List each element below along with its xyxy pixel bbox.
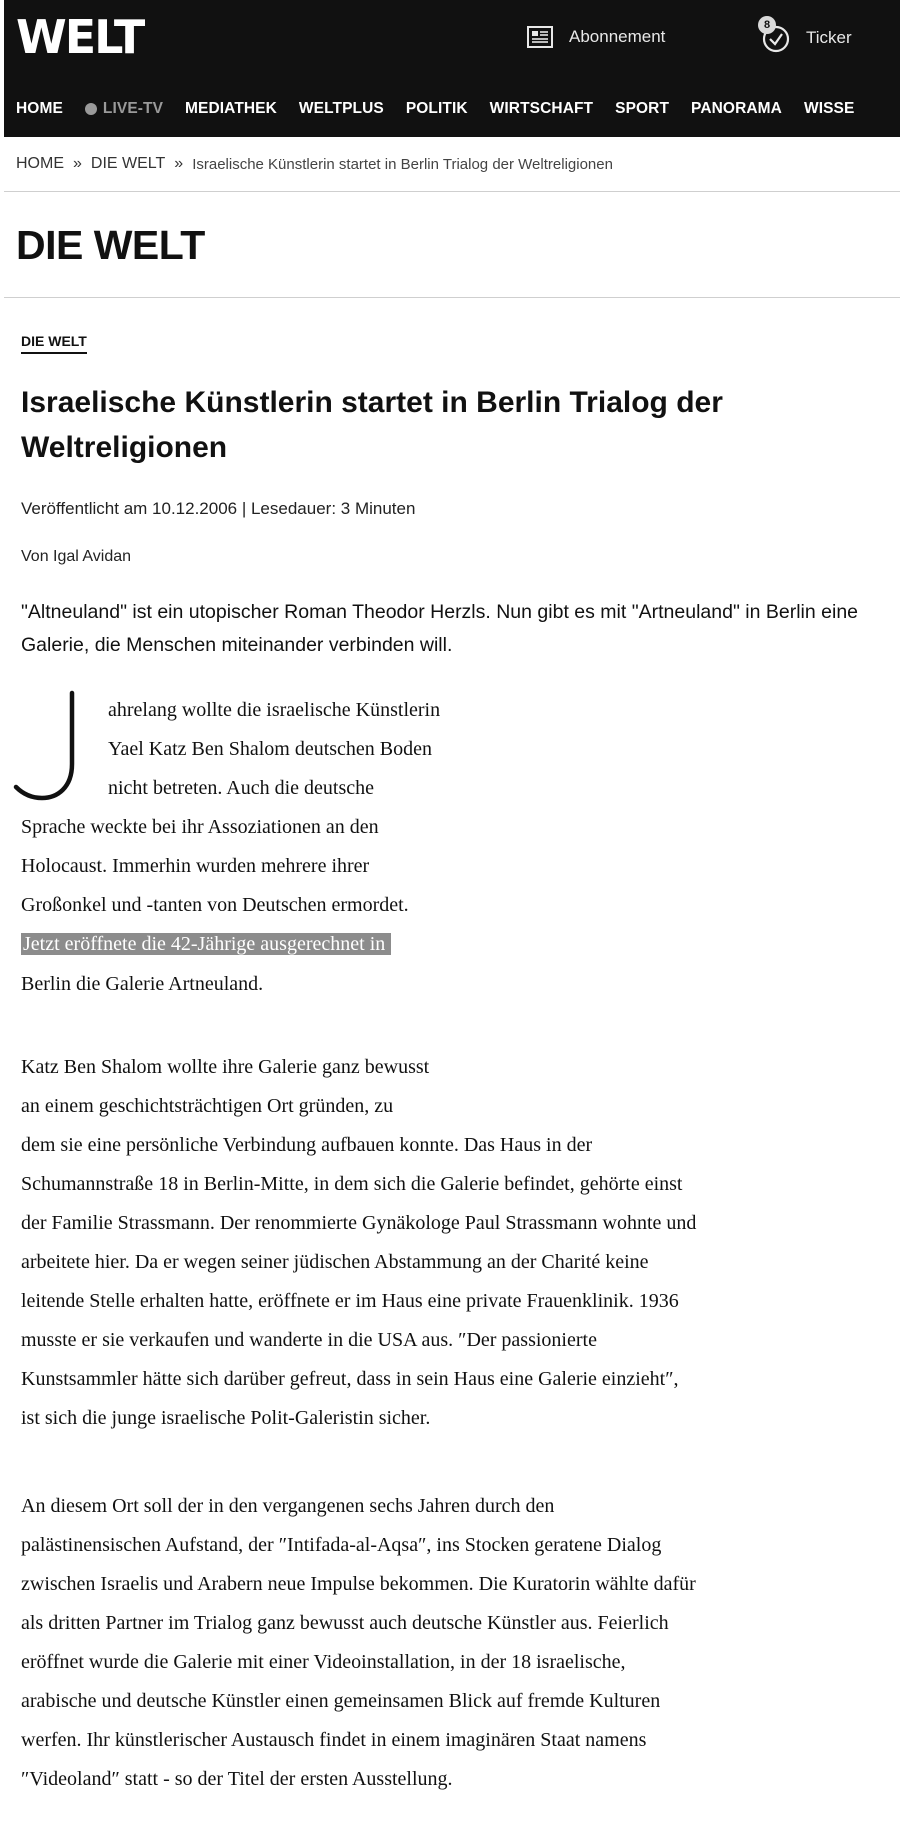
- paragraph-line: palästinensischen Aufstand, der ″Intifada-al-Aqsa″, ins Stocken geratene Dialog: [21, 1534, 662, 1556]
- paragraph-line: An diesem Ort soll der in den vergangenen sechs Jahren durch den: [21, 1495, 555, 1517]
- paragraph-line: nicht betreten. Auch die deutsche: [108, 777, 375, 799]
- paragraph-line: leitende Stelle erhalten hatte, eröffnete er im Haus eine private Frauenklinik. 1936: [21, 1290, 679, 1312]
- breadcrumb-die-welt[interactable]: DIE WELT: [90, 155, 166, 172]
- paragraph-line: Yael Katz Ben Shalom deutschen Boden: [108, 738, 433, 760]
- article-meta: Veröffentlicht am 10.12.2006 | Lesedauer: 3 Minuten: [21, 499, 416, 518]
- drop-cap-letter: [8, 690, 80, 802]
- nav-item-panorama[interactable]: PANORAMA: [691, 99, 782, 117]
- nav-item-weltplus[interactable]: WELTPLUS: [298, 99, 384, 117]
- nav-item-mediathek[interactable]: MEDIATHEK: [185, 99, 277, 117]
- nav-item-wissen[interactable]: WISSE: [803, 99, 855, 117]
- paragraph-line: dem sie eine persönliche Verbindung aufbauen konnte. Das Haus in der: [21, 1134, 593, 1156]
- breadcrumb-home[interactable]: HOME: [16, 155, 64, 172]
- highlighted-line: [21, 930, 391, 958]
- paragraph-line: ″Videoland″ statt - so der Titel der ersten Ausstellung.: [21, 1768, 453, 1790]
- paragraph-line: Schumannstraße 18 in Berlin-Mitte, in dem sich die Galerie befindet, gehörte einst: [21, 1173, 683, 1195]
- paragraph-line: Großonkel und -tanten von Deutschen ermordet.: [21, 894, 409, 916]
- nav-item-live-tv[interactable]: [85, 100, 163, 118]
- paragraph-line: werfen. Ihr künstlerischer Austausch findet in einem imaginären Staat namens: [21, 1729, 647, 1751]
- welt-logo[interactable]: WELT: [16, 10, 144, 64]
- ticker-link[interactable]: [760, 19, 852, 54]
- paragraph-line: zwischen Israelis und Arabern neue Impulse bekommen. Die Kuratorin wählte dafür: [21, 1573, 696, 1595]
- nav-item-live-tv-label: LIVE-TV: [102, 99, 164, 117]
- paragraph-line: Katz Ben Shalom wollte ihre Galerie ganz bewusst: [21, 1056, 430, 1078]
- text-selection-highlight[interactable]: Jetzt eröffnete die 42-Jährige ausgerechnet in: [21, 933, 391, 955]
- nav-item-home[interactable]: HOME: [16, 99, 63, 117]
- main-navigation: [4, 80, 900, 137]
- paragraph-line: Kunstsammler hätte sich darüber gefreut, dass in sein Haus eine Galerie einzieht″,: [21, 1368, 679, 1390]
- breadcrumb-separator: »: [174, 155, 184, 172]
- subscription-link[interactable]: [527, 26, 665, 48]
- clock-check-icon: [760, 19, 792, 54]
- paragraph-line: eröffnet wurde die Galerie mit einer Videoinstallation, in der 18 israelische,: [21, 1651, 626, 1673]
- paragraph-line: Sprache weckte bei ihr Assoziationen an den: [21, 816, 379, 838]
- section-title[interactable]: DIE WELT: [16, 222, 205, 268]
- live-dot-icon: [85, 103, 97, 115]
- paragraph-line: arbeitete hier. Da er wegen seiner jüdischen Abstammung an der Charité keine: [21, 1251, 649, 1273]
- breadcrumb-separator: »: [73, 155, 82, 172]
- breadcrumb: [16, 155, 613, 173]
- nav-item-wirtschaft[interactable]: WIRTSCHAFT: [489, 99, 594, 117]
- newspaper-icon: [527, 26, 553, 48]
- paragraph-line: Holocaust. Immerhin wurden mehrere ihrer: [21, 855, 370, 877]
- divider: [4, 191, 900, 192]
- nav-item-sport[interactable]: SPORT: [615, 99, 670, 117]
- article-kicker[interactable]: DIE WELT: [21, 333, 87, 354]
- paragraph-line: Berlin die Galerie Artneuland.: [21, 973, 264, 995]
- nav-item-politik[interactable]: POLITIK: [405, 99, 468, 117]
- paragraph-line: als dritten Partner im Trialog ganz bewusst auch deutsche Künstler aus. Feierlich: [21, 1612, 669, 1634]
- article-headline: Israelische Künstlerin startet in Berlin Trialog der Weltreligionen: [21, 386, 723, 464]
- paragraph-line: arabische und deutsche Künstler einen gemeinsamen Blick auf fremde Kulturen: [21, 1690, 661, 1712]
- paragraph-line: der Familie Strassmann. Der renommierte Gynäkologe Paul Strassmann wohnte und: [21, 1212, 697, 1234]
- paragraph-line: ist sich die junge israelische Polit-Galeristin sicher.: [21, 1407, 431, 1429]
- divider: [4, 297, 900, 298]
- ticker-count-badge: 8: [758, 16, 776, 34]
- top-bar: [4, 0, 900, 80]
- ticker-label: Ticker: [806, 28, 852, 47]
- article-lead: "Altneuland" ist ein utopischer Roman Theodor Herzls. Nun gibt es mit "Artneuland" in Berlin eine Galerie, die Menschen miteinander verbinden will.: [21, 601, 859, 656]
- breadcrumb-current: Israelische Künstlerin startet in Berlin Trialog der Weltreligionen: [192, 155, 613, 173]
- paragraph-line: an einem geschichtsträchtigen Ort gründen, zu: [21, 1095, 394, 1117]
- article-author: Von Igal Avidan: [21, 548, 132, 565]
- subscription-label: Abonnement: [569, 27, 666, 46]
- paragraph-line: ahrelang wollte die israelische Künstlerin: [108, 699, 441, 721]
- paragraph-line: musste er sie verkaufen und wanderte in die USA aus. ″Der passionierte: [21, 1329, 597, 1351]
